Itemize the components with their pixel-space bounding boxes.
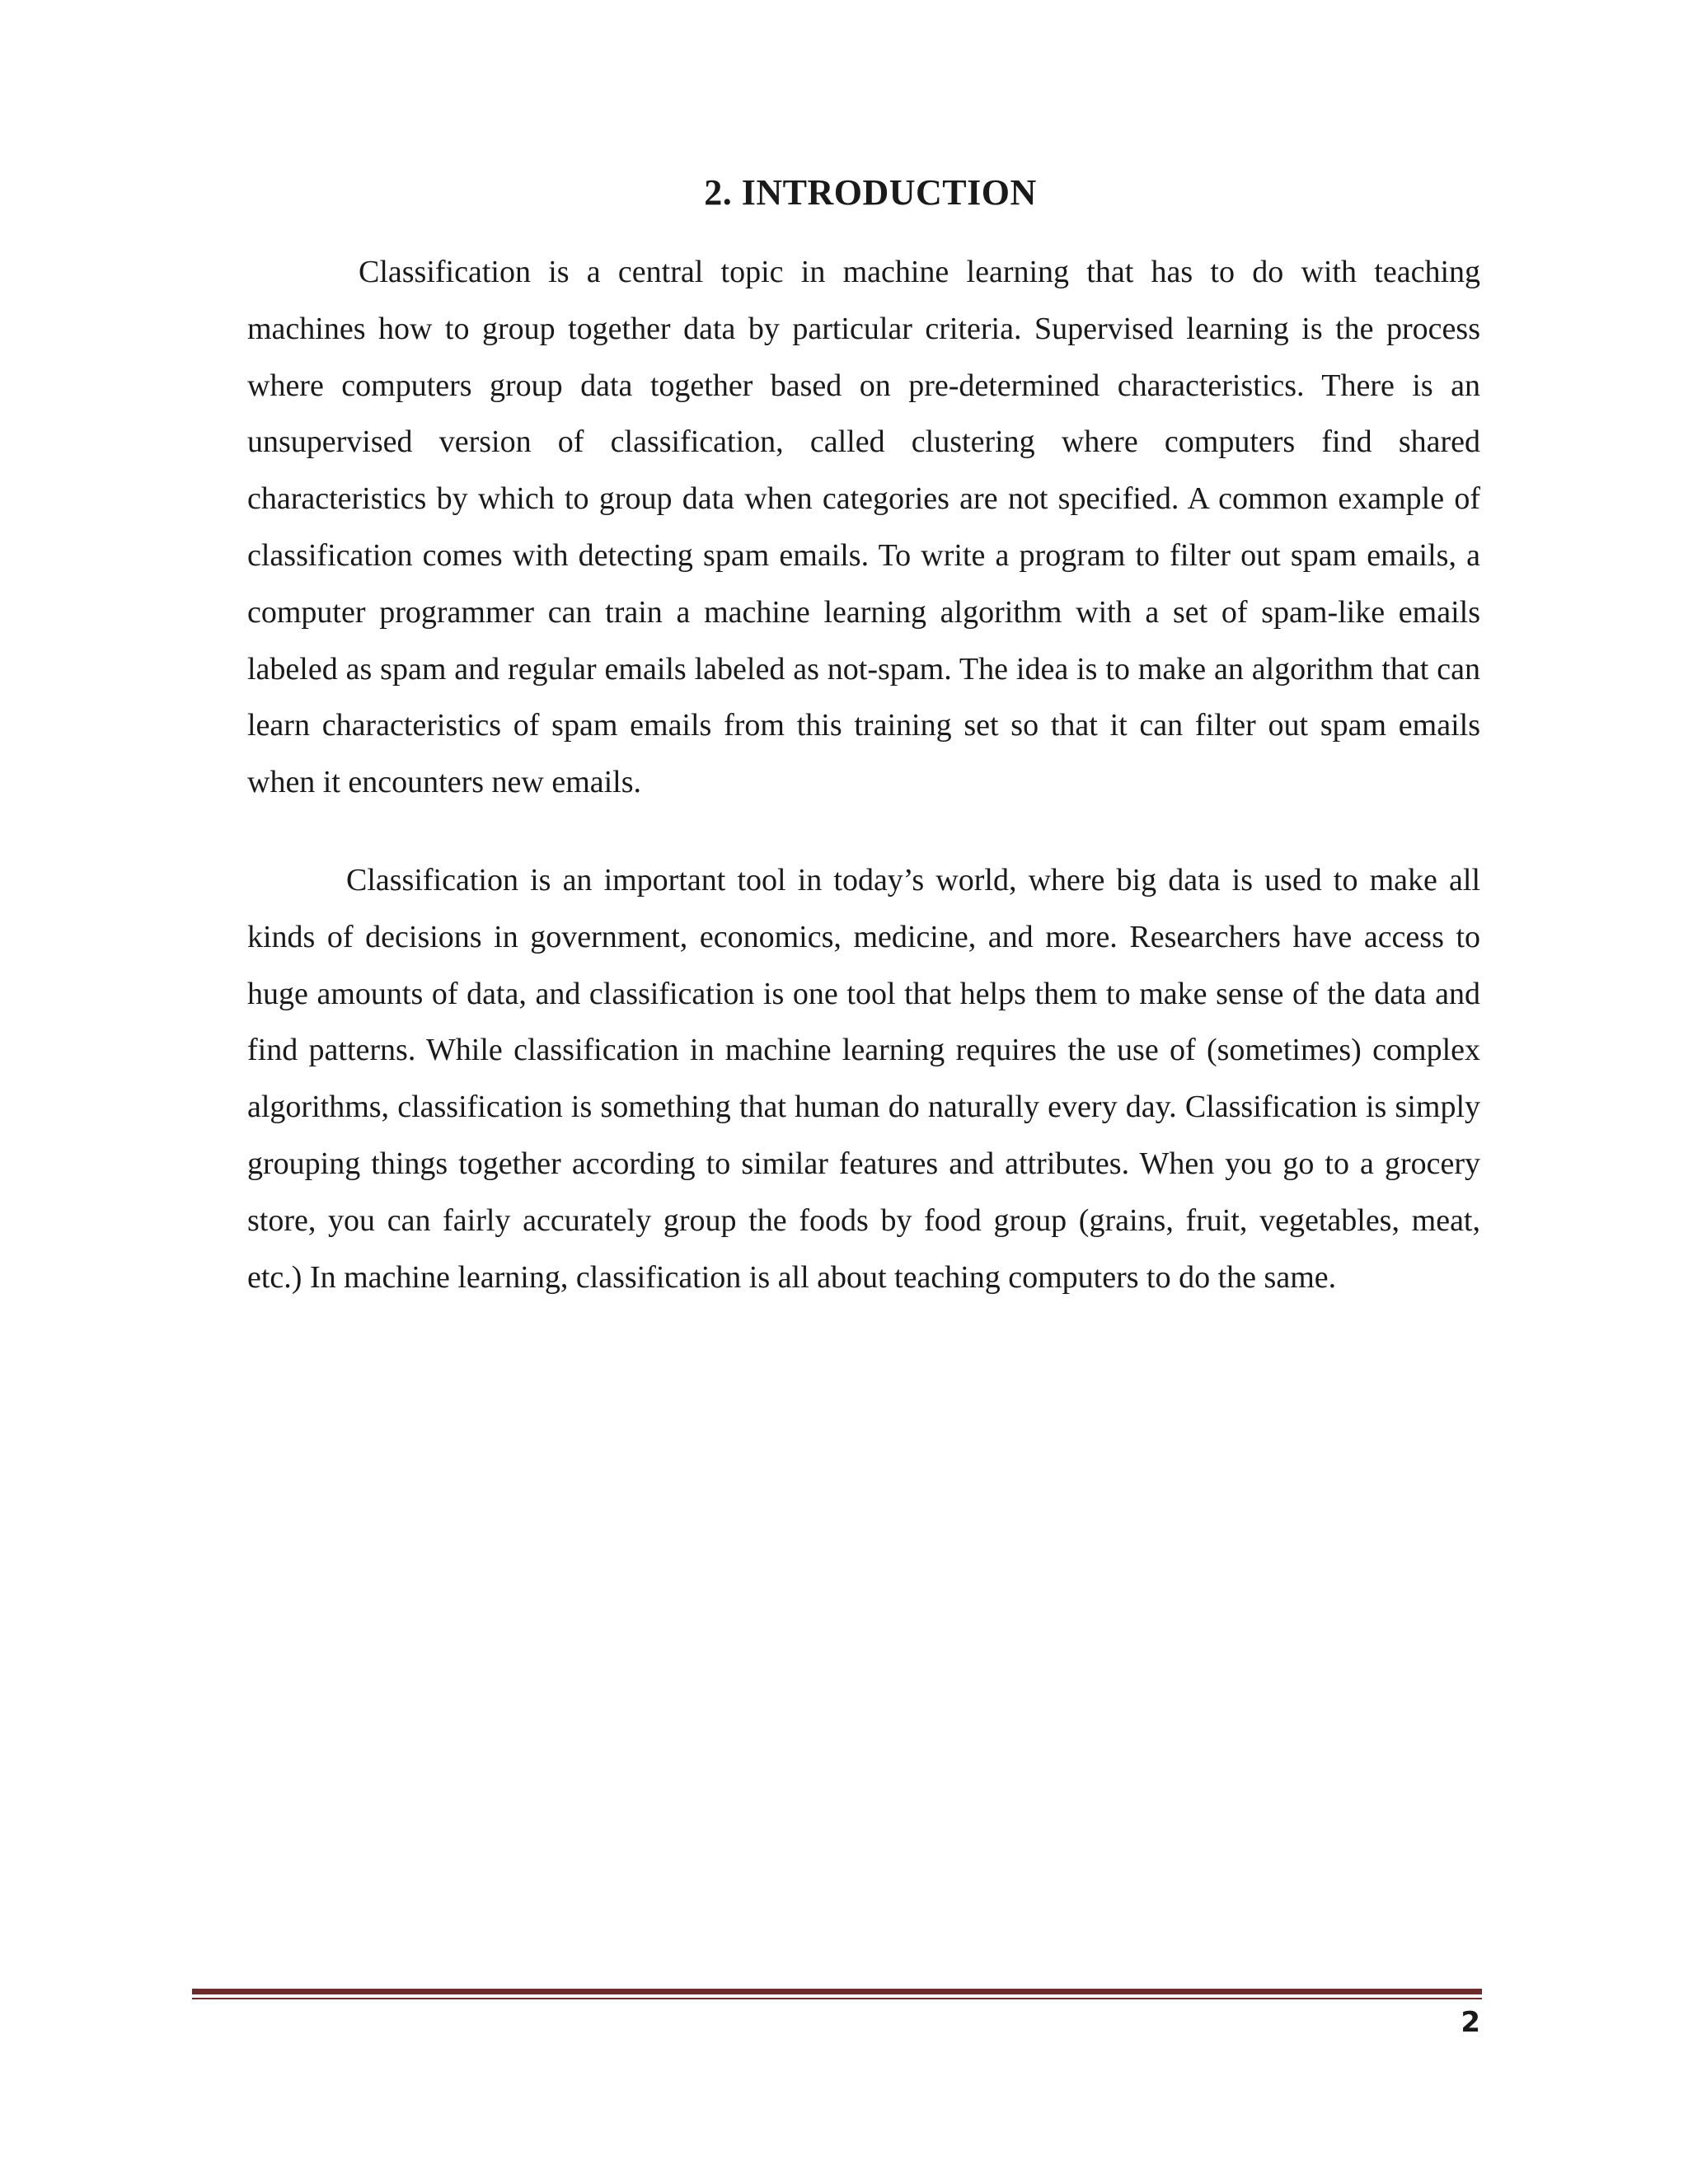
- footer-rule-thin: [192, 1998, 1482, 1999]
- footer-rule-thick: [192, 1989, 1482, 1994]
- section-heading: 2. INTRODUCTION: [704, 172, 1037, 213]
- paragraph-2: Classification is an important tool in today’s world, where big data is used to make all kinds of decisions in government, economics, medicine, and more. Researchers have access to huge amounts of data, and classification is one tool that helps them to make sense of the data and find patterns. While classification in machine learning requires the use of (sometimes) complex algorithms, classification is something that human do naturally every day. Classification is simply grouping things together according to similar features and attributes. When you go to a grocery store, you can fairly accurately group the foods by food group (grains, fruit, vegetables, meat, etc.) In machine learning, classification is all about teaching computers to do the same.: [247, 863, 1480, 1295]
- page-number: 2: [1461, 2006, 1480, 2039]
- paragraph-1: Classification is a central topic in machine learning that has to do with teaching machines how to group together data by particular criteria. Supervised learning is the process where computers group data together based on pre-determined characteristics. There is an unsupervised version of classification, called clustering where computers find shared characteristics by which to group data when categories are not specified. A common example of classification comes with detecting spam emails. To write a program to filter out spam emails, a computer programmer can train a machine learning algorithm with a set of spam-like emails labeled as spam and regular emails labeled as not-spam. The idea is to make an algorithm that can learn characteristics of spam emails from this training set so that it can filter out spam emails when it encounters new emails.: [247, 255, 1480, 800]
